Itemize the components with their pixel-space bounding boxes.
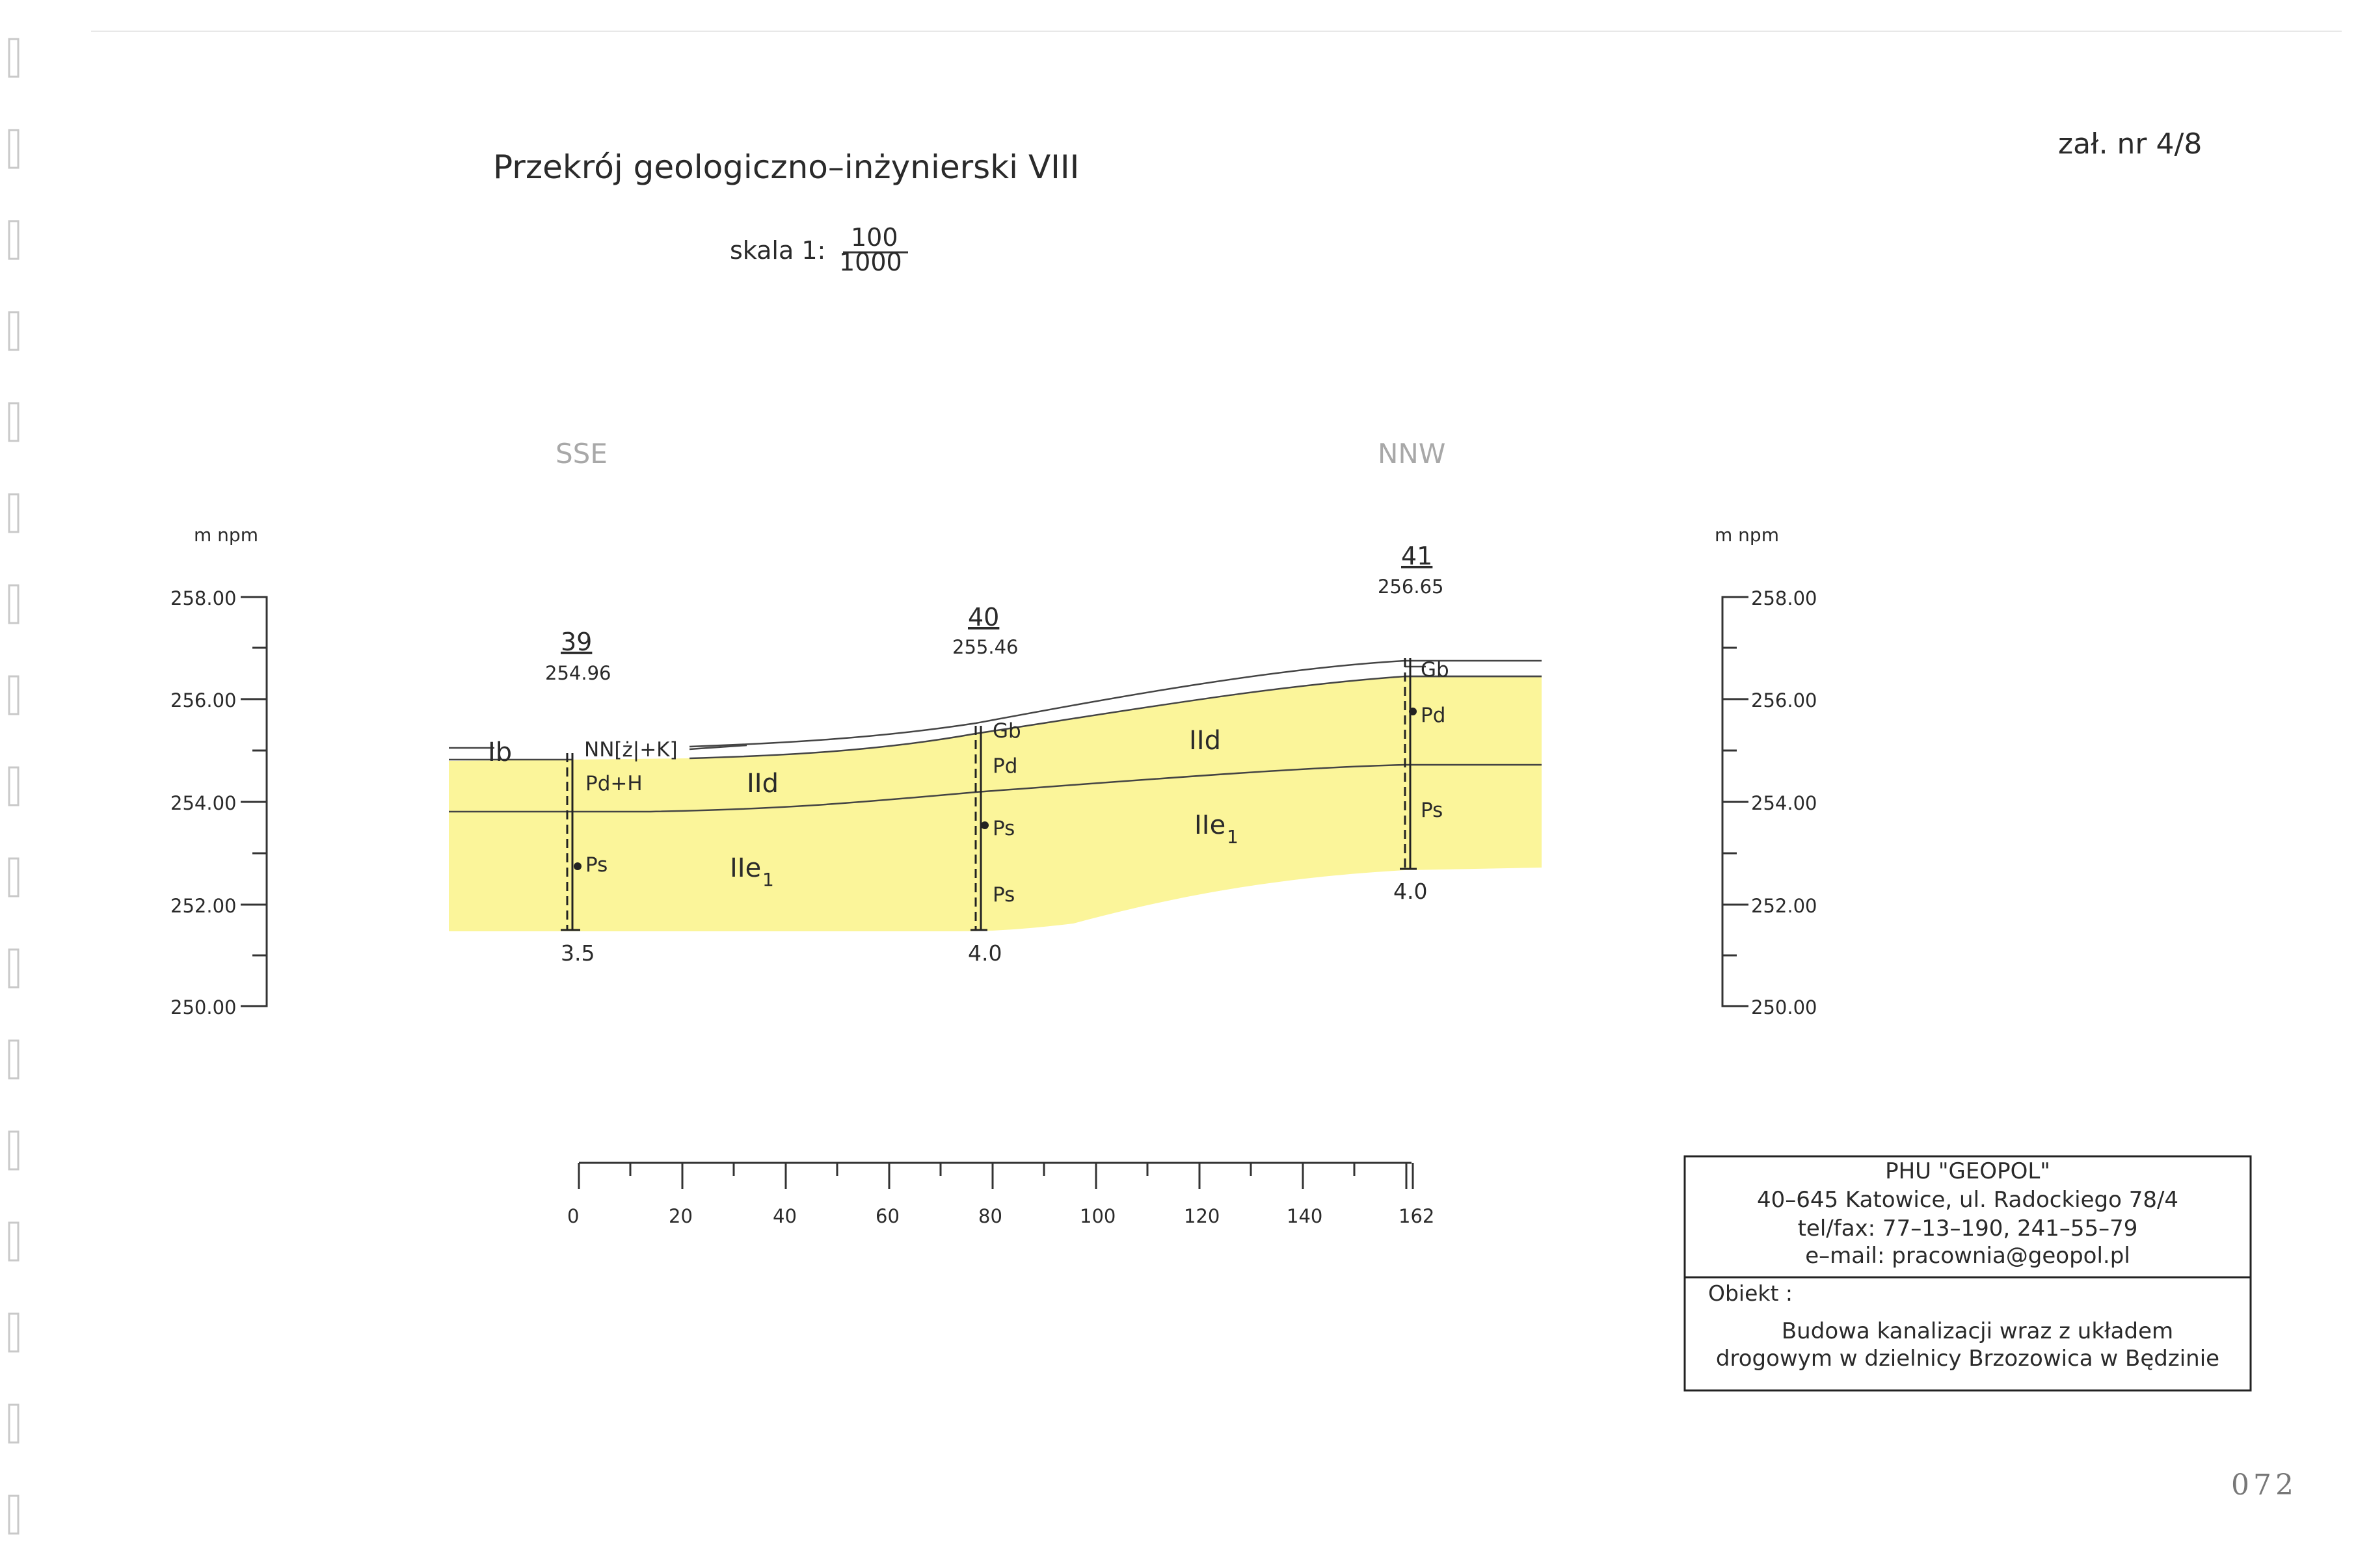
right-tick-label: 250.00 [1751, 996, 1817, 1018]
scale-numerator: 100 [851, 223, 898, 252]
left-tick-label: 258.00 [170, 587, 237, 609]
label-iie-subscript: 1 [1227, 826, 1238, 847]
right-tick-label: 256.00 [1751, 689, 1817, 711]
sample-point [981, 821, 989, 829]
distance-label: 0 [567, 1205, 580, 1227]
sample-point [574, 862, 582, 870]
distance-label: 20 [669, 1205, 693, 1227]
right-tick-label: 252.00 [1751, 895, 1817, 917]
distance-label: 60 [876, 1205, 900, 1227]
left-tick-label: 250.00 [170, 996, 237, 1018]
company-email: e–mail: pracownia@geopol.pl [1805, 1243, 2130, 1269]
distance-label: 162 [1399, 1205, 1435, 1227]
label-iid: IId [1189, 726, 1221, 756]
borehole-number: 39 [561, 628, 593, 656]
label-iid: IId [747, 769, 779, 799]
label-gb: Gb [1421, 658, 1449, 682]
label-ps: Ps [993, 817, 1015, 840]
label-ib: Ib [488, 737, 513, 767]
object-line-2: drogowym w dzielnicy Brzozowica w Będzinie [1715, 1346, 2220, 1372]
distance-label: 80 [978, 1205, 1002, 1227]
object-line-1: Budowa kanalizacji wraz z układem [1781, 1318, 2174, 1344]
direction-left: SSE [556, 438, 608, 470]
borehole-depth: 4.0 [968, 940, 1002, 966]
company-address: 40–645 Katowice, ul. Radockiego 78/4 [1756, 1187, 2179, 1213]
label-pd: Pd [993, 754, 1018, 778]
scale-denominator: 1000 [839, 248, 902, 276]
left-tick-label: 254.00 [170, 792, 237, 814]
section-title: Przekrój geologiczno–inżynierski VIII [493, 148, 1080, 186]
title-block [1685, 1156, 2251, 1390]
label-nn: NN[ż|+K] [584, 738, 678, 762]
label-iie: IIe [730, 853, 762, 883]
right-tick-label: 254.00 [1751, 792, 1817, 814]
label-pd: Pd [1421, 704, 1446, 727]
left-axis-unit: m npm [194, 524, 258, 546]
right-elevation-axis [1715, 524, 1817, 1018]
label-ps: Ps [585, 853, 608, 877]
right-tick-label: 258.00 [1751, 587, 1817, 609]
company-name: PHU "GEOPOL" [1885, 1158, 2050, 1184]
left-tick-label: 256.00 [170, 689, 237, 711]
object-label: Obiekt : [1708, 1281, 1793, 1306]
distance-label: 140 [1287, 1205, 1323, 1227]
scale-label: skala 1: [730, 236, 826, 265]
distance-label: 120 [1184, 1205, 1220, 1227]
borehole-number: 41 [1401, 542, 1433, 570]
binder-margin [9, 39, 18, 1534]
distance-label: 100 [1080, 1205, 1116, 1227]
borehole-elevation: 254.96 [545, 662, 611, 684]
left-elevation-axis [170, 524, 267, 1018]
page-number: 072 [2231, 1468, 2297, 1502]
sample-point [1409, 708, 1417, 715]
annex-number: zał. nr 4/8 [2058, 127, 2202, 161]
distance-label: 40 [773, 1205, 797, 1227]
label-iie: IIe [1194, 810, 1226, 840]
borehole-number: 40 [968, 603, 1000, 631]
right-axis-unit: m npm [1715, 524, 1779, 546]
label-gb: Gb [993, 719, 1021, 743]
label-ps: Ps [1421, 799, 1443, 822]
direction-right: NNW [1378, 438, 1446, 470]
borehole-elevation: 256.65 [1378, 576, 1444, 598]
distance-scale [567, 1163, 1434, 1227]
borehole-depth: 4.0 [1393, 879, 1428, 904]
label-ps: Ps [993, 883, 1015, 907]
label-pd-h: Pd+H [585, 772, 643, 795]
company-phone: tel/fax: 77–13–190, 241–55–79 [1797, 1216, 2138, 1242]
borehole-elevation: 255.46 [952, 636, 1019, 658]
label-iie-subscript: 1 [762, 869, 774, 890]
borehole-depth: 3.5 [561, 940, 595, 966]
left-tick-label: 252.00 [170, 895, 237, 917]
